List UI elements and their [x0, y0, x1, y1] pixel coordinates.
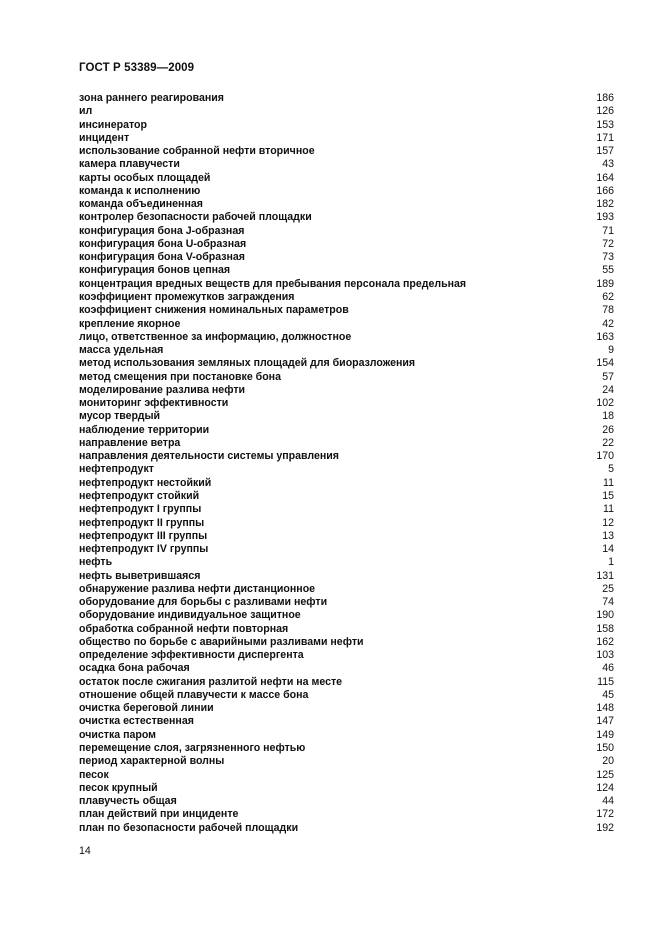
index-term: камера плавучести	[79, 158, 180, 171]
index-page-number: 190	[596, 609, 614, 622]
index-page-number: 171	[596, 131, 614, 144]
index-term: карты особых площадей	[79, 171, 211, 184]
index-page-number: 157	[596, 145, 614, 158]
index-entry	[79, 344, 614, 357]
index-page-number: 192	[596, 821, 614, 834]
index-page-number: 189	[596, 277, 614, 290]
index-page-number: 78	[602, 304, 614, 317]
index-entry	[79, 623, 614, 636]
index-entry	[79, 795, 614, 808]
index-term: конфигурация бона V-образная	[79, 251, 245, 264]
index-term: крепление якорное	[79, 317, 181, 330]
index-page-number: 12	[602, 516, 614, 529]
index-entry	[79, 782, 614, 795]
index-page-number: 25	[602, 582, 614, 595]
index-term: нефтепродукт	[79, 463, 154, 476]
index-entry	[79, 357, 614, 370]
index-term: концентрация вредных веществ для пребывания персонала предельная	[79, 277, 467, 290]
index-page-number: 13	[602, 529, 614, 542]
index-entry	[79, 278, 614, 291]
index-entry	[79, 477, 614, 490]
index-term: общество по борьбе с аварийными разливами нефти	[79, 635, 364, 648]
index-term: масса удельная	[79, 344, 164, 357]
index-term: моделирование разлива нефти	[79, 383, 246, 396]
index-page-number: 124	[596, 781, 614, 794]
index-entry	[79, 198, 614, 211]
index-term: нефть	[79, 556, 113, 569]
index-term: отношение общей плавучести к массе бона	[79, 688, 309, 701]
index-entry	[79, 530, 614, 543]
index-page-number: 158	[596, 622, 614, 635]
index-term: нефть выветрившаяся	[79, 569, 201, 582]
index-term: очистка береговой линии	[79, 702, 214, 715]
index-page-number: 172	[596, 808, 614, 821]
index-page-number: 182	[596, 198, 614, 211]
document-header: ГОСТ Р 53389—2009	[79, 62, 195, 74]
index-page-number: 186	[596, 92, 614, 104]
index-entry	[79, 318, 614, 331]
index-entry	[79, 769, 614, 782]
index-term: коэффициент снижения номинальных параметров	[79, 304, 349, 317]
index-term: нефтепродукт IV группы	[79, 543, 209, 556]
index-page-number: 147	[596, 715, 614, 728]
index-term: песок	[79, 768, 109, 781]
index-page-number: 22	[602, 436, 614, 449]
index-page-number: 55	[602, 264, 614, 277]
index-entry	[79, 92, 614, 105]
index-entry	[79, 145, 614, 158]
index-page-number: 72	[602, 237, 614, 250]
index-entry	[79, 636, 614, 649]
index-entry	[79, 570, 614, 583]
index-entry	[79, 119, 614, 132]
index-entry	[79, 437, 614, 450]
index-entry	[79, 264, 614, 277]
index-entry	[79, 702, 614, 715]
index-page-number: 102	[596, 397, 614, 410]
index-page-number: 153	[596, 118, 614, 131]
index-term: контролер безопасности рабочей площадки	[79, 211, 312, 224]
index-term: план действий при инциденте	[79, 808, 239, 821]
index-term: обнаружение разлива нефти дистанционное	[79, 582, 316, 595]
index-page-number: 154	[596, 357, 614, 370]
index-page-number: 42	[602, 317, 614, 330]
index-entry	[79, 609, 614, 622]
index-entry	[79, 172, 614, 185]
index-page-number: 131	[596, 569, 614, 582]
index-page-number: 73	[602, 251, 614, 264]
index-page-number: 11	[603, 476, 614, 489]
index-term: оборудование индивидуальное защитное	[79, 609, 301, 622]
index-entry	[79, 132, 614, 145]
index-entry	[79, 291, 614, 304]
index-term: осадка бона рабочая	[79, 662, 190, 675]
index-page-number: 150	[596, 742, 614, 755]
index-term: нефтепродукт III группы	[79, 529, 208, 542]
index-entry	[79, 490, 614, 503]
index-entry	[79, 158, 614, 171]
index-term: конфигурация бонов цепная	[79, 264, 231, 277]
index-term: коэффициент промежутков заграждения	[79, 290, 295, 303]
index-term: использование собранной нефти вторичное	[79, 145, 315, 158]
index-entry	[79, 822, 614, 835]
index-page-number: 20	[602, 755, 614, 768]
index-term: нефтепродукт I группы	[79, 503, 202, 516]
index-term: команда к исполнению	[79, 184, 201, 197]
index-page-number: 26	[602, 423, 614, 436]
index-page-number: 62	[602, 290, 614, 303]
index-page-number: 162	[596, 635, 614, 648]
index-term: лицо, ответственное за информацию, должностное	[79, 330, 352, 343]
index-page-number: 44	[602, 795, 614, 808]
index-term: плавучесть общая	[79, 795, 177, 808]
index-entry	[79, 729, 614, 742]
index-term: мусор твердый	[79, 410, 161, 423]
index-term: направления деятельности системы управления	[79, 450, 339, 463]
index-page-number: 18	[602, 410, 614, 423]
index-page-number: 149	[596, 728, 614, 741]
index-entry	[79, 517, 614, 530]
index-page-number: 14	[602, 543, 614, 556]
index-term: наблюдение территории	[79, 423, 210, 436]
index-entry	[79, 676, 614, 689]
index-entry	[79, 384, 614, 397]
index-entry	[79, 715, 614, 728]
index-page-number: 45	[602, 688, 614, 701]
index-page-number: 5	[608, 463, 614, 476]
index-entry	[79, 331, 614, 344]
index-page-number: 57	[602, 370, 614, 383]
index-entry	[79, 689, 614, 702]
index-term: метод смещения при постановке бона	[79, 370, 281, 383]
index-page-number: 71	[602, 224, 614, 237]
index-term: нефтепродукт стойкий	[79, 489, 200, 502]
index-term: ил	[79, 105, 93, 118]
index-term: нефтепродукт II группы	[79, 516, 205, 529]
index-term: перемещение слоя, загрязненного нефтью	[79, 742, 306, 755]
index-entry	[79, 543, 614, 556]
index-entry	[79, 424, 614, 437]
index-term: нефтепродукт нестойкий	[79, 476, 212, 489]
index-term: направление ветра	[79, 436, 181, 449]
index-term: конфигурация бона J-образная	[79, 224, 245, 237]
index-page-number: 115	[597, 675, 614, 688]
index-page-number: 103	[596, 649, 614, 662]
index-entry	[79, 463, 614, 476]
index-term: метод использования земляных площадей для биоразложения	[79, 357, 416, 370]
index-entry	[79, 238, 614, 251]
index-page-number: 163	[596, 330, 614, 343]
index-term: очистка естественная	[79, 715, 194, 728]
index-term: план по безопасности рабочей площадки	[79, 821, 299, 834]
index-term: конфигурация бона U-образная	[79, 237, 247, 250]
index-entry	[79, 211, 614, 224]
index-entry	[79, 596, 614, 609]
index-term: мониторинг эффективности	[79, 397, 229, 410]
term-index-list	[79, 92, 614, 835]
index-entry	[79, 742, 614, 755]
index-page-number: 125	[596, 768, 614, 781]
index-entry	[79, 649, 614, 662]
index-page-number: 193	[596, 211, 614, 224]
index-term: очистка паром	[79, 728, 157, 741]
index-entry	[79, 185, 614, 198]
index-page-number: 166	[596, 184, 614, 197]
index-entry	[79, 225, 614, 238]
index-page-number: 9	[608, 344, 614, 357]
index-entry	[79, 755, 614, 768]
index-entry	[79, 105, 614, 118]
index-page-number: 170	[596, 450, 614, 463]
index-term: команда объединенная	[79, 198, 203, 211]
index-page-number: 148	[596, 702, 614, 715]
index-entry	[79, 397, 614, 410]
index-page-number: 46	[602, 662, 614, 675]
index-entry	[79, 371, 614, 384]
index-term: обработка собранной нефти повторная	[79, 622, 289, 635]
index-entry	[79, 662, 614, 675]
index-page-number: 126	[596, 105, 614, 118]
index-entry	[79, 503, 614, 516]
index-page-number: 74	[602, 596, 614, 609]
index-entry	[79, 251, 614, 264]
index-page-number: 24	[602, 383, 614, 396]
index-term: зона раннего реагирования	[79, 92, 224, 104]
index-entry	[79, 583, 614, 596]
index-entry	[79, 450, 614, 463]
index-entry	[79, 410, 614, 423]
index-term: период характерной волны	[79, 755, 225, 768]
index-page-number: 11	[603, 503, 614, 516]
index-page-number: 43	[602, 158, 614, 171]
index-page-number: 1	[608, 556, 614, 569]
index-term: остаток после сжигания разлитой нефти на месте	[79, 675, 343, 688]
index-term: оборудование для борьбы с разливами нефти	[79, 596, 328, 609]
index-entry	[79, 808, 614, 821]
page-number: 14	[79, 845, 91, 857]
index-term: определение эффективности диспергента	[79, 649, 304, 662]
index-entry	[79, 556, 614, 569]
index-entry	[79, 304, 614, 317]
index-term: инсинератор	[79, 118, 147, 131]
index-page-number: 15	[602, 489, 614, 502]
index-page-number: 164	[596, 171, 614, 184]
index-term: песок крупный	[79, 781, 158, 794]
index-term: инцидент	[79, 131, 130, 144]
